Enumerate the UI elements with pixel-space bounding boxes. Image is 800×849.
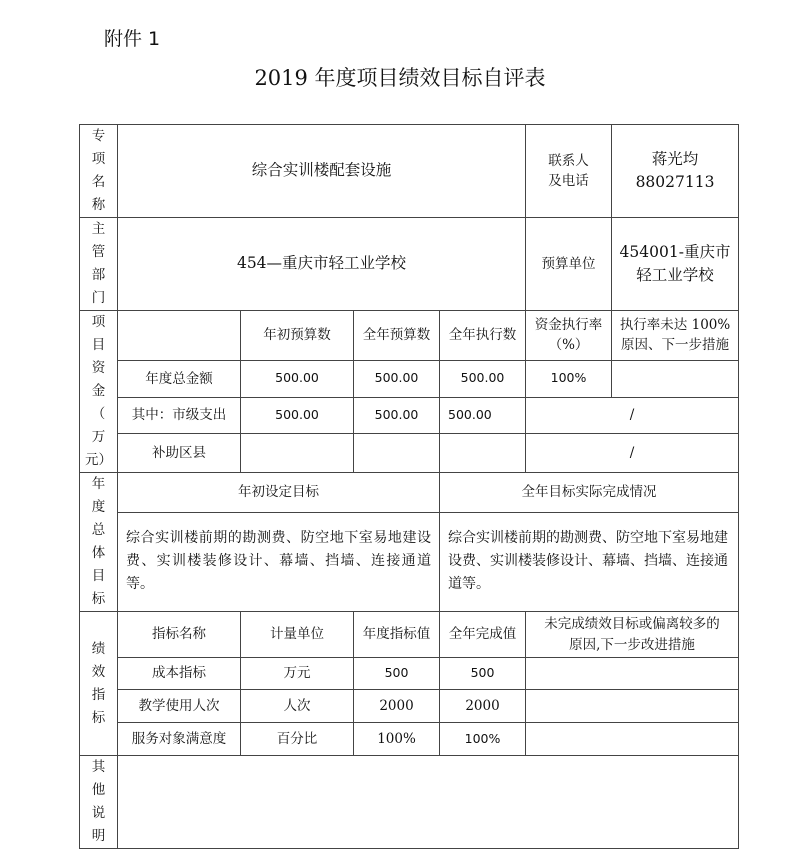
performance-row-name: 成本指标	[118, 658, 241, 690]
performance-header: 年度指标值	[354, 612, 440, 658]
funds-cell: 500.00	[440, 397, 526, 434]
funds-header: 执行率未达 100% 原因、下一步措施	[612, 311, 739, 361]
performance-cell: 500	[354, 658, 440, 690]
funds-header: 年初预算数	[241, 311, 354, 361]
funds-cell: 500.00	[241, 397, 354, 434]
performance-cell: 百分比	[241, 723, 354, 756]
funds-cell	[241, 434, 354, 473]
self-evaluation-table	[79, 124, 739, 849]
budget-unit-value: 454001-重庆市轻工业学校	[612, 218, 739, 311]
performance-cell	[526, 723, 739, 756]
performance-cell: 100%	[440, 723, 526, 756]
funds-cell: /	[526, 397, 739, 434]
funds-cell: 500.00	[354, 397, 440, 434]
page-title: 2019 年度项目绩效目标自评表	[254, 66, 546, 90]
attachment-label: 附件 1	[104, 28, 161, 50]
funds-row-name: 其中：市级支出	[118, 397, 241, 434]
performance-header: 全年完成值	[440, 612, 526, 658]
funds-corner	[118, 311, 241, 361]
performance-cell	[526, 658, 739, 690]
funds-cell: /	[526, 434, 739, 473]
performance-header: 计量单位	[241, 612, 354, 658]
funds-cell	[354, 434, 440, 473]
funds-cell: 100%	[526, 360, 612, 397]
funds-row-name: 年度总金额	[118, 360, 241, 397]
notes-label: 其 他 说 明	[80, 756, 118, 849]
performance-label: 绩 效 指 标	[80, 612, 118, 756]
funds-cell	[440, 434, 526, 473]
performance-cell: 万元	[241, 658, 354, 690]
goals-actual-header: 全年目标实际完成情况	[440, 473, 739, 513]
funds-header: 全年预算数	[354, 311, 440, 361]
funds-header: 资金执行率 （%）	[526, 311, 612, 361]
performance-cell: 100%	[354, 723, 440, 756]
funds-header: 全年执行数	[440, 311, 526, 361]
funds-label: 项 目 资 金 （ 万 元）	[80, 311, 118, 473]
performance-row-name: 教学使用人次	[118, 690, 241, 723]
budget-unit-label: 预算单位	[526, 218, 612, 311]
performance-header: 未完成绩效目标或偏离较多的 原因,下一步改进措施	[526, 612, 739, 658]
project-name-label: 专 项 名 称	[80, 125, 118, 218]
performance-row-name: 服务对象满意度	[118, 723, 241, 756]
funds-cell: 500.00	[241, 360, 354, 397]
project-name: 综合实训楼配套设施	[118, 125, 526, 218]
goals-actual-text: 综合实训楼前期的勘测费、防空地下室易地建设费、实训楼装修设计、幕墙、挡墙、连接通道等。	[440, 512, 739, 611]
department-label: 主 管 部 门	[80, 218, 118, 311]
contact-value: 蒋光均 88027113	[612, 125, 739, 218]
goals-label: 年 度 总 体 目 标	[80, 473, 118, 612]
funds-cell	[612, 360, 739, 397]
department-value: 454—重庆市轻工业学校	[118, 218, 526, 311]
performance-cell: 人次	[241, 690, 354, 723]
notes-value	[118, 756, 739, 849]
contact-label: 联系人 及电话	[526, 125, 612, 218]
performance-cell: 2000	[354, 690, 440, 723]
performance-cell: 500	[440, 658, 526, 690]
performance-cell	[526, 690, 739, 723]
funds-cell: 500.00	[440, 360, 526, 397]
goals-initial-header: 年初设定目标	[118, 473, 440, 513]
funds-cell: 500.00	[354, 360, 440, 397]
funds-row-name: 补助区县	[118, 434, 241, 473]
performance-header: 指标名称	[118, 612, 241, 658]
performance-cell: 2000	[440, 690, 526, 723]
goals-initial-text: 综合实训楼前期的勘测费、防空地下室易地建设费、实训楼装修设计、幕墙、挡墙、连接通道等。	[118, 512, 440, 611]
